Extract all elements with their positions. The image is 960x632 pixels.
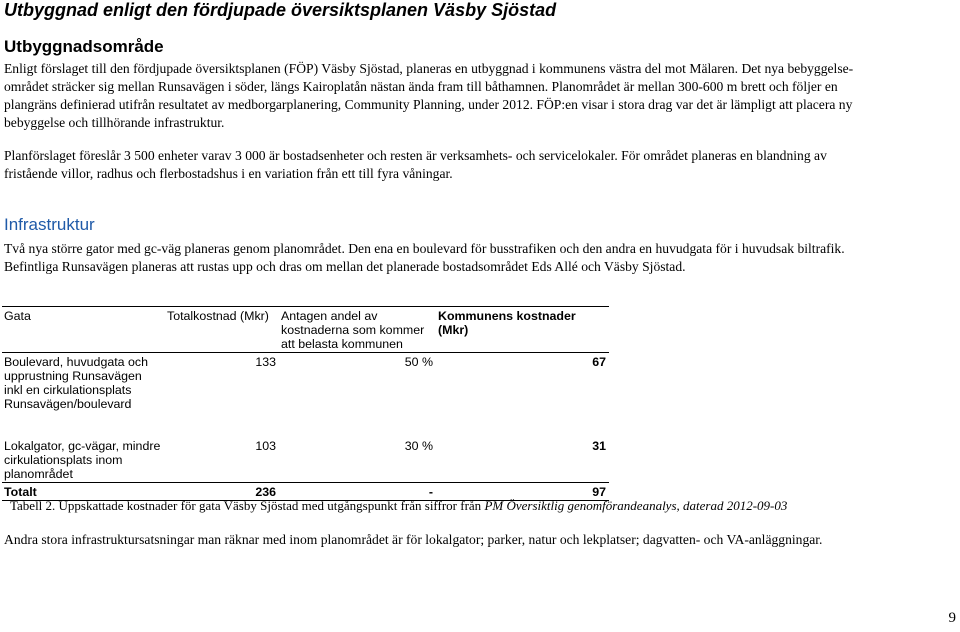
paragraph-closing: Andra stora infrastruktursatsningar man räknar med inom planområdet är för lokalgator; parker, natur och lekplatser; dagvatten- och VA-anläggningar. xyxy=(4,532,823,547)
section-heading-utbyggnadsomrade: Utbyggnadsområde xyxy=(4,37,164,56)
caption-source: PM Översiktlig genomförandeanalys, daterad 2012-09-03 xyxy=(484,498,788,513)
page-title: Utbyggnad enligt den fördjupade översiktsplanen Väsby Sjöstad xyxy=(4,0,557,20)
cell-andel: 30 % xyxy=(404,438,433,453)
paragraph-line: fristående villor, radhus och flerbostadshus i en variation från ett till fyra våningar. xyxy=(4,166,453,181)
table-header-row xyxy=(2,307,609,353)
header-antagen-andel: Antagen andel av kostnaderna som kommer att belasta kommunen xyxy=(281,309,425,351)
paragraph-utbyggnad-1 xyxy=(4,60,954,132)
paragraph-line: Planförslaget föreslår 3 500 enheter varav 3 000 är bostadsenheter och resten är verksamhets- och servicelokaler. För området planeras en blandning av xyxy=(4,148,827,163)
cell-gata: Boulevard, huvudgata och upprustning Runsavägen inkl en cirkulationsplats Runsavägen/boulevard xyxy=(4,355,148,411)
header-totalkostnad: Totalkostnad (Mkr) xyxy=(167,309,269,323)
paragraph-line: Enligt förslaget till den fördjupade översiktsplanen (FÖP) Väsby Sjöstad, planeras en utbyggnad i kommunens västra del mot Mälaren. Det nya bebyggelse- xyxy=(4,61,854,76)
paragraph-line: plangräns definierad utifrån resultatet av medborgarplanering, Community Planning, under 2012. FÖP:en visar i stora drag var det är lämpligt att placera ny xyxy=(4,97,853,112)
caption-text: Tabell 2. Uppskattade kostnader för gata Väsby Sjöstad med utgångspunkt från siffror från xyxy=(10,498,485,513)
cell-gata: Lokalgator, gc-vägar, mindre cirkulationsplats inom planområdet xyxy=(4,438,161,481)
paragraph-line: området sträcker sig mellan Runsavägen i söder, längs Kairoplatån nästan ända fram till båthamnen. Planområdet är mellan 300-600 m brett och följer en xyxy=(4,79,838,94)
header-gata: Gata xyxy=(4,309,31,323)
cell-kommunens-kostnad: 97 xyxy=(592,484,606,499)
paragraph-line: Två nya större gator med gc-väg planeras genom planområdet. Den ena en boulevard för busstrafiken och den andra en huvudgata för i huvudsak biltrafik. xyxy=(4,241,845,256)
table-row xyxy=(2,437,609,483)
paragraph-line: bebyggelse och tillhörande infrastruktur. xyxy=(4,115,225,130)
cell-andel: - xyxy=(428,484,433,499)
header-kommunens-kostnader: Kommunens kostnader (Mkr) xyxy=(438,309,576,337)
paragraph-utbyggnad-2 xyxy=(4,147,954,183)
table-row xyxy=(2,353,609,437)
cell-kommunens-kostnad: 67 xyxy=(592,355,606,369)
cell-kommunens-kostnad: 31 xyxy=(592,438,606,453)
cell-totalkostnad: 236 xyxy=(255,484,276,499)
cell-totalkostnad: 103 xyxy=(255,438,276,453)
page-number: 9 xyxy=(948,610,956,626)
cell-andel: 50 % xyxy=(404,355,433,369)
cost-table xyxy=(2,306,609,501)
paragraph-line: Befintliga Runsavägen planeras att rustas upp och dras om mellan det planerade bostadsområdet Eds Allé och Väsby Sjöstad. xyxy=(4,259,686,274)
cell-totalkostnad: 133 xyxy=(255,355,276,369)
paragraph-infrastruktur xyxy=(4,240,954,276)
table-caption xyxy=(10,498,787,514)
cell-gata: Totalt xyxy=(4,484,37,499)
section-heading-infrastruktur: Infrastruktur xyxy=(4,215,95,234)
